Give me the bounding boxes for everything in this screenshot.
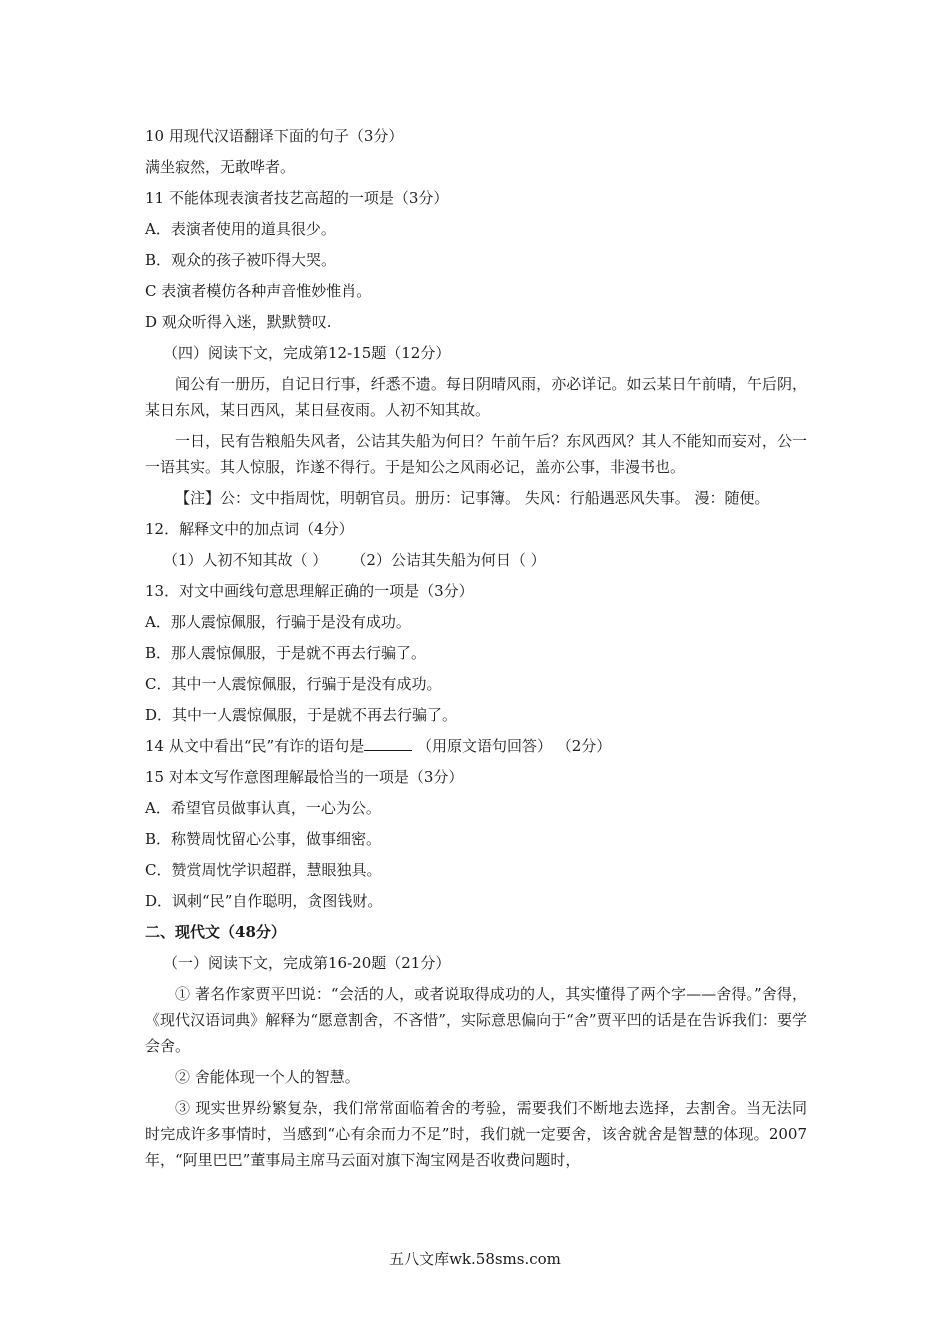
q13-option-c: C．其中一人震惊佩服，行骗于是没有成功。 bbox=[145, 675, 442, 693]
q11-option-a: A．表演者使用的道具很少。 bbox=[145, 220, 336, 238]
q14-prefix: 14 从文中看出“民”有诈的语句是 bbox=[145, 737, 365, 755]
q14-answer-blank[interactable] bbox=[364, 736, 412, 751]
section4-paragraph-2: 一日，民有告粮船失风者，公诘其失船为何日？午前午后？东风西风？其人不能知而妄对，公一一语其实。其人惊服，诈遂不得行。于是知公之风雨必记，盖亦公事，非漫书也。 bbox=[145, 432, 807, 476]
q11-option-d: D 观众听得入迷，默默赞叹. bbox=[145, 313, 332, 331]
part2-paragraph-2: ② 舍能体现一个人的智慧。 bbox=[175, 1068, 360, 1086]
q12-items bbox=[145, 547, 807, 573]
part2-section1-title: （一）阅读下文，完成第16-20题（21分） bbox=[163, 954, 451, 972]
q13-title: 13．对文中画线句意思理解正确的一项是（3分） bbox=[145, 582, 474, 600]
section4-note: 【注】公：文中指周忱，明朝官员。册历：记事簿。 失风：行船遇恶风失事。 漫：随便。 bbox=[175, 489, 770, 507]
q13-option-d: D．其中一人震惊佩服，于是就不再去行骗了。 bbox=[145, 706, 458, 724]
q11-option-b: B．观众的孩子被吓得大哭。 bbox=[145, 251, 337, 269]
q10-sentence: 满坐寂然，无敢哗者。 bbox=[145, 158, 296, 176]
page-footer: 五八文库wk.58sms.com bbox=[389, 1250, 561, 1268]
q13-option-b: B．那人震惊佩服，于是就不再去行骗了。 bbox=[145, 644, 427, 662]
q15-option-c: C．赞赏周忱学识超群，慧眼独具。 bbox=[145, 861, 382, 879]
q10-title: 10 用现代汉语翻译下面的句子（3分） bbox=[145, 127, 404, 145]
q15-title: 15 对本文写作意图理解最恰当的一项是（3分） bbox=[145, 768, 464, 786]
q11-option-c: C 表演者模仿各种声音惟妙惟肖。 bbox=[145, 282, 372, 300]
q15-option-d: D．讽刺“民”自作聪明，贪图钱财。 bbox=[145, 892, 383, 910]
q12-item-1: （1）人初不知其故（ ） bbox=[163, 551, 328, 569]
q11-title: 11 不能体现表演者技艺高超的一项是（3分） bbox=[145, 189, 449, 207]
part2-paragraph-3: ③ 现实世界纷繁复杂，我们常常面临着舍的考验，需要我们不断地去选择，去割舍。当无法同时完成许多事情时，当感到“心有余而力不足”时，我们就一定要舍，该舍就舍是智慧的体现。2007年，“阿里巴巴”董事局主席马云面对旗下淘宝网是否收费问题时， bbox=[145, 1099, 807, 1169]
section4-title: （四）阅读下文，完成第12-15题（12分） bbox=[163, 344, 451, 362]
q15-option-a: A．希望官员做事认真，一心为公。 bbox=[145, 799, 381, 817]
q14-line bbox=[145, 733, 807, 759]
part2-heading: 二、现代文（48分） bbox=[145, 923, 286, 941]
document-page bbox=[145, 123, 807, 1178]
q12-title: 12．解释文中的加点词（4分） bbox=[145, 520, 354, 538]
q12-item-2: （2）公诘其失船为何日（ ） bbox=[351, 551, 546, 569]
part2-paragraph-1: ① 著名作家贾平凹说：“会活的人，或者说取得成功的人，其实懂得了两个字——舍得。”舍得，《现代汉语词典》解释为“愿意割舍，不吝惜”，实际意思偏向于“舍”贾平凹的话是在告诉我们：要学会舍。 bbox=[145, 985, 807, 1055]
q13-option-a: A．那人震惊佩服，行骗于是没有成功。 bbox=[145, 613, 411, 631]
q15-option-b: B．称赞周忱留心公事，做事细密。 bbox=[145, 830, 382, 848]
q14-suffix: （用原文语句回答） （2分） bbox=[412, 737, 612, 755]
section4-paragraph-1: 闻公有一册历，自记日行事，纤悉不遗。每日阴晴风雨，亦必详记。如云某日午前晴，午后阴，某日东风，某日西风，某日昼夜雨。人初不知其故。 bbox=[145, 375, 807, 419]
